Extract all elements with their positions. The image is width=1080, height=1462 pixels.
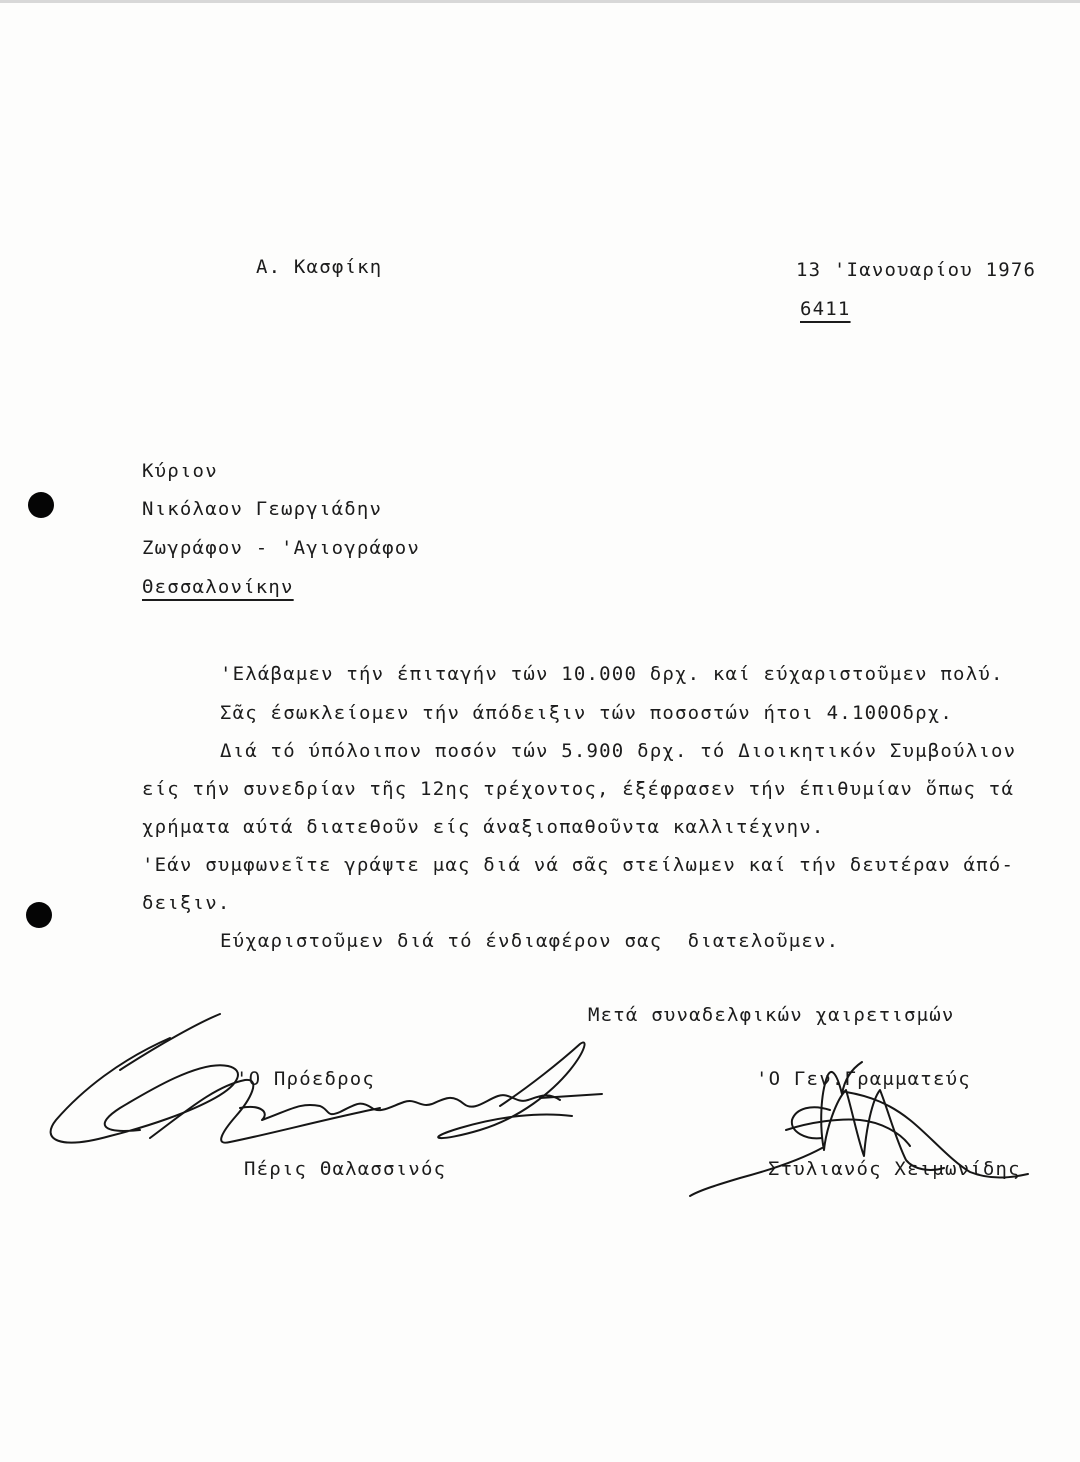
president-title: 'Ο Πρόεδρος [236,1068,376,1090]
body-line: 'Εάν συμφωνεῖτε γράψτε μας διά νά σᾶς στείλωμεν καί τήν δευτέραν άπό- [142,854,1015,876]
recipient-profession: Ζωγράφον - 'Αγιογράφον [142,537,421,559]
reference-initials: Α. Κασφίκη [256,256,383,278]
body-line: Σᾶς έσωκλείομεν τήν άπόδειξιν τών ποσοστών ήτοι 4.100Οδρχ. [220,702,954,724]
closing-greeting: Μετά συναδελφικών χαιρετισμών [588,1004,955,1026]
secretary-title: 'Ο Γεν.Γραμματεύς [756,1068,971,1090]
letter-date: 13 'Ιανουαρίου 1976 [796,259,1037,281]
body-line: είς τήν συνεδρίαν τῆς 12ης τρέχοντος, έξέφρασεν τήν έπιθυμίαν ὅπως τά [142,778,1015,800]
president-name: Πέρις Θαλασσινός [244,1158,447,1180]
body-line: 'Ελάβαμεν τήν έπιταγήν τών 10.000 δρχ. καί εύχαριστοῦμεν πολύ. [220,663,1004,685]
protocol-number: 6411 [800,298,851,320]
recipient-salutation: Κύριον [142,460,218,482]
body-line: Διά τό ύπόλοιπον ποσόν τών 5.900 δρχ. τό Διοικητικόν Συμβούλιον [220,740,1017,762]
recipient-city: Θεσσαλονίκην [142,576,294,598]
body-line: δειξιν. [142,892,231,914]
body-line: Εύχαριστοῦμεν διά τό ένδιαφέρον σας διατελοῦμεν. [220,930,840,952]
recipient-name: Νικόλαον Γεωργιάδην [142,498,383,520]
secretary-name: Στυλιανός Χειμωνίδης [768,1158,1021,1180]
body-line: χρήματα αύτά διατεθοῦν είς άναξιοπαθοῦντα καλλιτέχνην. [142,816,825,838]
